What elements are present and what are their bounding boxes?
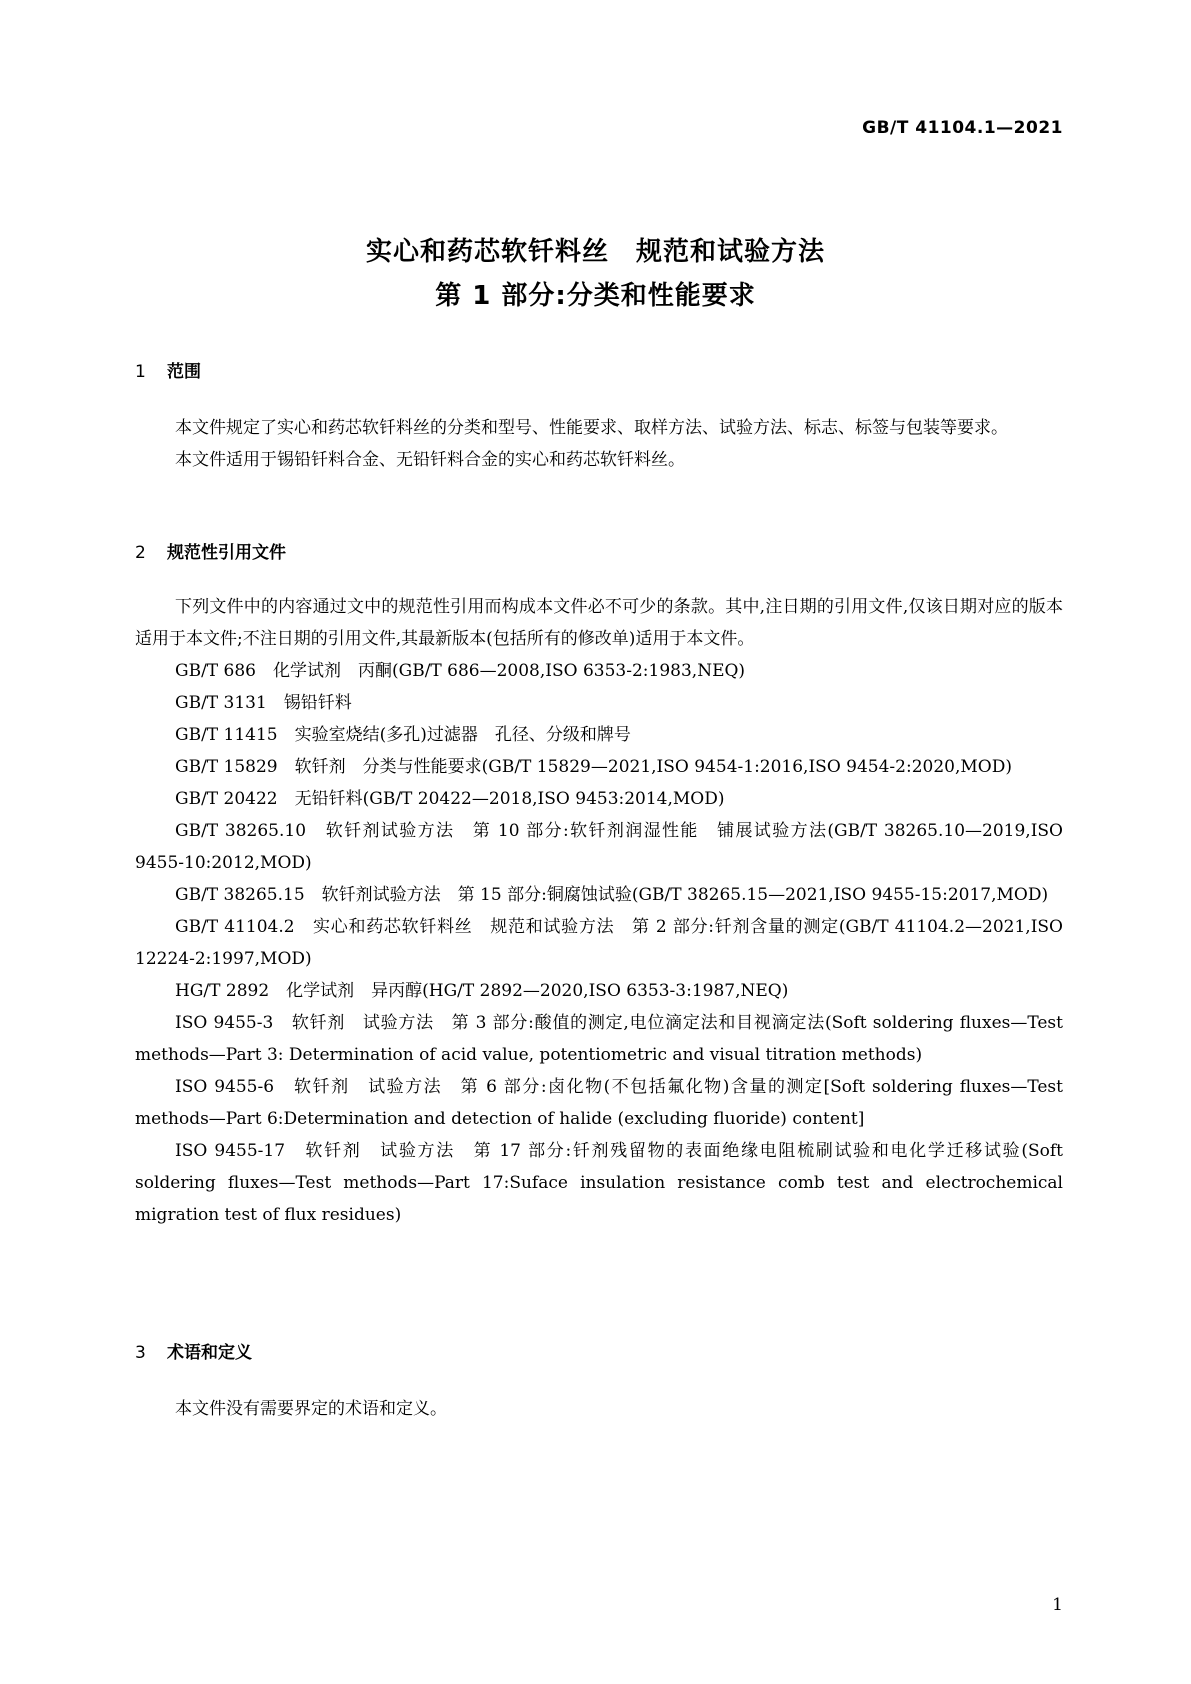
reference-item: ISO 9455-3 软钎剂 试验方法 第 3 部分:酸值的测定,电位滴定法和目视滴定法(Soft soldering fluxes—Test methods—Part 3: Determination of acid value, potentiometric and visual titration methods) [135,1013,1069,1065]
reference-item: GB/T 41104.2 实心和药芯软钎料丝 规范和试验方法 第 2 部分:钎剂含量的测定(GB/T 41104.2—2021,ISO 12224-2:1997,MOD) [135,917,1069,969]
section-2-title: 规范性引用文件 [167,543,286,563]
section-3-body [135,1393,1063,1425]
reference-item: GB/T 20422 无铅钎料(GB/T 20422—2018,ISO 9453:2014,MOD) [175,789,725,809]
reference-item: GB/T 11415 实验室烧结(多孔)过滤器 孔径、分级和牌号 [175,725,631,745]
reference-item: ISO 9455-17 软钎剂 试验方法 第 17 部分:钎剂残留物的表面绝缘电阻梳刷试验和电化学迁移试验(Soft soldering fluxes—Test methods—Part 17:Suface insulation resistance comb test and electrochemical migration test of flux residues) [135,1141,1069,1225]
scope-paragraph: 本文件规定了实心和药芯软钎料丝的分类和型号、性能要求、取样方法、试验方法、标志、标签与包装等要求。 [175,418,1008,438]
section-3-number: 3 [135,1343,146,1363]
section-3-heading [135,1338,252,1363]
scope-paragraph: 本文件适用于锡铅钎料合金、无铅钎料合金的实心和药芯软钎料丝。 [175,450,685,470]
section-3-title: 术语和定义 [167,1343,252,1363]
reference-item: ISO 9455-6 软钎剂 试验方法 第 6 部分:卤化物(不包括氟化物)含量的测定[Soft soldering fluxes—Test methods—Part 6:Determination and detection of halide (excluding fluoride) content] [135,1077,1069,1129]
reference-item: HG/T 2892 化学试剂 异丙醇(HG/T 2892—2020,ISO 6353-3:1987,NEQ) [175,981,789,1001]
reference-item: GB/T 38265.10 软钎剂试验方法 第 10 部分:软钎剂润湿性能 铺展试验方法(GB/T 38265.10—2019,ISO 9455-10:2012,MOD) [135,821,1069,873]
page-number: 1 [1052,1595,1063,1615]
section-2-number: 2 [135,543,146,563]
section-2-heading [135,538,286,563]
document-title-line-2: 第 1 部分:分类和性能要求 [435,281,756,311]
section-1-title: 范围 [167,362,201,382]
reference-item: GB/T 38265.15 软钎剂试验方法 第 15 部分:铜腐蚀试验(GB/T 38265.15—2021,ISO 9455-15:2017,MOD) [175,885,1049,905]
section-1-body [135,412,1063,476]
reference-item: GB/T 686 化学试剂 丙酮(GB/T 686—2008,ISO 6353-2:1983,NEQ) [175,661,746,681]
reference-item: GB/T 3131 锡铅钎料 [175,693,352,713]
section-1-heading [135,357,201,382]
document-title-line-1: 实心和药芯软钎料丝 规范和试验方法 [365,237,825,267]
references-intro: 下列文件中的内容通过文中的规范性引用而构成本文件必不可少的条款。其中,注日期的引用文件,仅该日期对应的版本适用于本文件;不注日期的引用文件,其最新版本(包括所有的修改单)适用于本文件。 [135,597,1063,649]
section-2-body [135,591,1069,1231]
section-1-number: 1 [135,362,146,382]
standard-number: GB/T 41104.1—2021 [862,118,1063,138]
document-title [0,230,1191,318]
reference-item: GB/T 15829 软钎剂 分类与性能要求(GB/T 15829—2021,ISO 9454-1:2016,ISO 9454-2:2020,MOD) [175,757,1012,777]
terms-paragraph: 本文件没有需要界定的术语和定义。 [175,1399,447,1419]
